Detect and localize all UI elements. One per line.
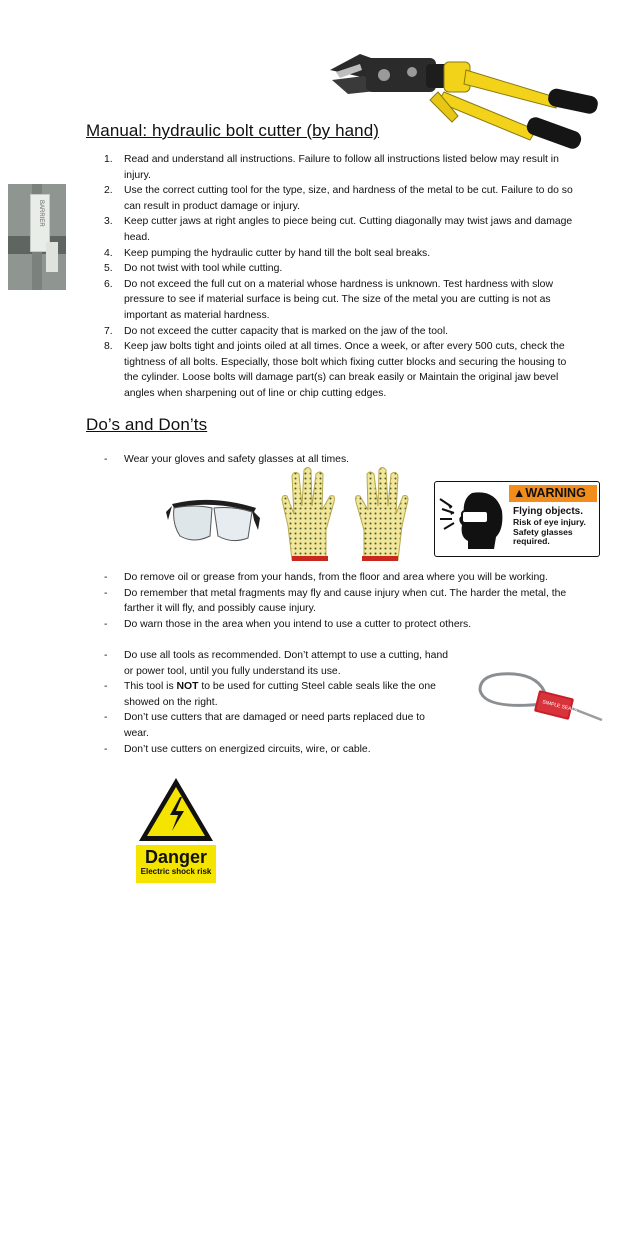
dos-donts-title: Do’s and Don’ts xyxy=(86,415,208,434)
list-item: 2. Use the correct cutting tool for the type, size, and hardness of the metal to be cut. Failure to do so can result in product damage or injury. xyxy=(104,185,573,212)
list-item: - Do remember that metal fragments may fly and cause injury when cut. The harder the metal, the farther it will fly, and possibly cause injury. xyxy=(104,587,567,615)
danger-title: Danger xyxy=(144,847,207,867)
seal-photo xyxy=(8,184,66,290)
seal-photo-label: BARRIER xyxy=(38,200,44,227)
list-item: - Wear your gloves and safety glasses at all times. xyxy=(104,454,350,465)
warning-sign xyxy=(434,481,600,557)
list-item: - Don’t use cutters that are damaged or need parts replaced due to wear. xyxy=(104,712,425,739)
face-shield-icon xyxy=(438,485,508,551)
list-item: 6. Do not exceed the full cut on a material whose hardness is unknown. Test hardness with slow pressure to see if material surface is being cut. The size of the metal you are cutting is not as important as material hardness. xyxy=(104,278,553,321)
list-item: - This tool is NOT to be used for cutting Steel cable seals like the one showed on the right. xyxy=(104,681,436,708)
list-item: 4. Keep pumping the hydraulic cutter by hand till the bolt seal breaks. xyxy=(104,247,431,259)
list-item: - Do use all tools as recommended. Don’t attempt to use a cutting, hand or power tool, until you fully understand its use. xyxy=(104,650,449,677)
list-item: - Don’t use cutters on energized circuits, wire, or cable. xyxy=(104,743,371,755)
list-item: 3. Keep cutter jaws at right angles to piece being cut. Cutting diagonally may twist jaws and damage head. xyxy=(104,216,573,243)
list-item: 5. Do not twist with tool while cutting. xyxy=(104,263,283,275)
dos-narrow-list xyxy=(104,648,450,757)
list-item: - Do remove oil or grease from your hands, from the floor and area where you will be working. xyxy=(104,572,548,583)
danger-label xyxy=(136,845,216,883)
list-item: 1. Read and understand all instructions. Failure to follow all instructions listed below may result in injury. xyxy=(104,154,559,181)
list-item: 8. Keep jaw bolts tight and joints oiled at all times. Once a week, or after every 500 cuts, check the tightness of all bolts. Especially, those bolt which fixing cutter blocks and securing the housing to the cylinder. Loose bolts will damage part(s) can break easily or Maintain the original jaw bevel angles when sharpening out of line or chip cutting edges. xyxy=(104,341,567,399)
warning-text: Flying objects. Risk of eye injury. Safety glasses required. xyxy=(513,506,586,547)
warning-header: ▲WARNING xyxy=(509,485,597,502)
list-item: - Do warn those in the area when you intend to use a cutter to protect others. xyxy=(104,618,472,630)
cable-seal-label: SIMPLE SEALS xyxy=(541,699,578,714)
danger-subtitle: Electric shock risk xyxy=(140,867,212,876)
manual-title: Manual: hydraulic bolt cutter (by hand) xyxy=(86,121,380,140)
dos-list xyxy=(104,570,574,632)
instruction-list xyxy=(104,152,574,402)
gloves-image xyxy=(278,466,412,568)
danger-sign xyxy=(136,775,216,883)
electric-hazard-icon xyxy=(136,775,216,843)
cable-seal-image xyxy=(474,668,606,730)
list-item: 7. Do not exceed the cutter capacity that is marked on the jaw of the tool. xyxy=(104,325,449,337)
safety-glasses-image xyxy=(164,490,262,550)
